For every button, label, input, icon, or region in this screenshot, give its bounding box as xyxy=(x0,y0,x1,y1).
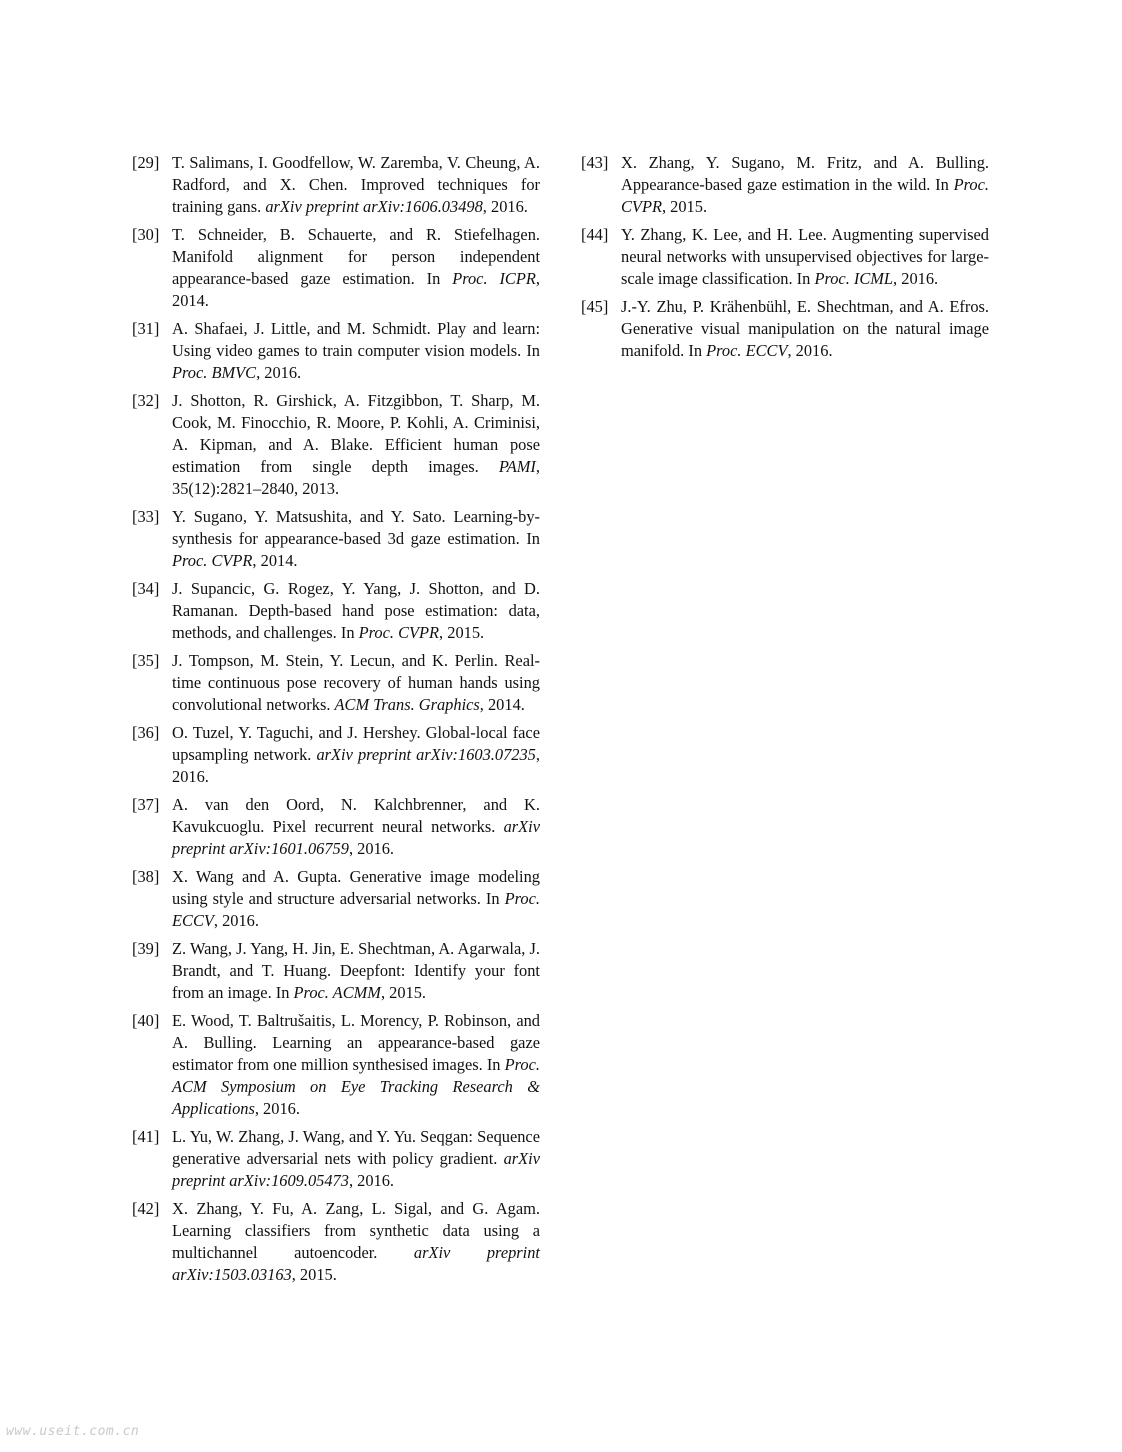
reference-number: [40] xyxy=(132,1011,160,1030)
reference-entry xyxy=(581,224,989,290)
reference-venue: Proc. ICML xyxy=(814,269,894,288)
reference-text xyxy=(621,224,989,290)
reference-segment: , 2015. xyxy=(661,197,708,216)
reference-number: [45] xyxy=(581,297,609,316)
reference-segment: A. van den Oord, N. Kalchbrenner, and K. Kavukcuoglu. Pixel recurrent neural networks. xyxy=(172,795,540,836)
reference-segment: , 2014. xyxy=(252,551,298,570)
reference-text xyxy=(172,938,540,1004)
reference-segment: J. Tompson, M. Stein, Y. Lecun, and K. Perlin. Real-time continuous pose recovery of human hands using convolutional networks. xyxy=(172,651,540,714)
reference-segment: , 2016. xyxy=(893,269,939,288)
reference-number: [44] xyxy=(581,225,609,244)
reference-number: [30] xyxy=(132,225,160,244)
reference-segment: Y. Sugano, Y. Matsushita, and Y. Sato. Learning-by-synthesis for appearance-based 3d gaze estimation. In xyxy=(172,507,540,548)
reference-segment: , 2016. xyxy=(256,363,302,382)
reference-text xyxy=(621,296,989,362)
reference-segment: X. Wang and A. Gupta. Generative image modeling using style and structure adversarial networks. In xyxy=(172,867,540,908)
reference-segment: J.-Y. Zhu, P. Krähenbühl, E. Shechtman, and A. Efros. Generative visual manipulation on the natural image manifold. In xyxy=(621,297,989,360)
reference-venue: Proc. CVPR xyxy=(621,175,989,216)
reference-entry xyxy=(132,794,540,860)
reference-text xyxy=(172,390,540,500)
reference-segment: E. Wood, T. Baltrušaitis, L. Morency, P. Robinson, and A. Bulling. Learning an appearance-based gaze estimator from one million synthesised images. In xyxy=(172,1011,540,1074)
reference-number: [39] xyxy=(132,939,160,958)
reference-entry xyxy=(132,578,540,644)
reference-text xyxy=(172,722,540,788)
reference-segment: X. Zhang, Y. Sugano, M. Fritz, and A. Bulling. Appearance-based gaze estimation in the wild. In xyxy=(621,153,989,194)
reference-text xyxy=(621,152,989,218)
reference-text xyxy=(172,866,540,932)
reference-segment: , 2016. xyxy=(482,197,528,216)
reference-number: [34] xyxy=(132,579,160,598)
reference-segment: J. Supancic, G. Rogez, Y. Yang, J. Shotton, and D. Ramanan. Depth-based hand pose estimation: data, methods, and challenges. In xyxy=(172,579,540,642)
reference-segment: Y. Zhang, K. Lee, and H. Lee. Augmenting supervised neural networks with unsupervised objectives for large-scale image classification. In xyxy=(621,225,989,288)
reference-segment: , 2016. xyxy=(348,839,395,858)
reference-segment: , 2014. xyxy=(172,269,540,310)
reference-entry xyxy=(132,1126,540,1192)
reference-number: [38] xyxy=(132,867,160,886)
reference-segment: , 2015. xyxy=(380,983,427,1002)
reference-segment: , 2016. xyxy=(213,911,259,930)
reference-number: [32] xyxy=(132,391,160,410)
reference-text xyxy=(172,152,540,218)
reference-number: [31] xyxy=(132,319,160,338)
reference-text xyxy=(172,1010,540,1120)
reference-segment: L. Yu, W. Zhang, J. Wang, and Y. Yu. Seqgan: Sequence generative adversarial nets with policy gradient. xyxy=(172,1127,540,1168)
reference-text xyxy=(172,650,540,716)
reference-text xyxy=(172,224,540,312)
reference-number: [41] xyxy=(132,1127,160,1146)
reference-number: [42] xyxy=(132,1199,160,1218)
reference-text xyxy=(172,1126,540,1192)
reference-segment: , 2015. xyxy=(291,1265,337,1284)
reference-venue: Proc. ECCV xyxy=(172,889,540,930)
reference-entry xyxy=(132,152,540,218)
reference-entry xyxy=(581,296,989,362)
reference-segment: , 2015. xyxy=(439,623,485,642)
reference-text xyxy=(172,794,540,860)
reference-entry xyxy=(132,866,540,932)
reference-number: [36] xyxy=(132,723,160,742)
reference-entry xyxy=(132,224,540,312)
reference-segment: , 2016. xyxy=(172,745,540,786)
reference-segment: T. Salimans, I. Goodfellow, W. Zaremba, V. Cheung, A. Radford, and X. Chen. Improved techniques for training gans. xyxy=(172,153,540,216)
reference-entry xyxy=(581,152,989,218)
reference-number: [35] xyxy=(132,651,160,670)
reference-segment: A. Shafaei, J. Little, and M. Schmidt. Play and learn: Using video games to train computer vision models. In xyxy=(172,319,540,360)
reference-number: [37] xyxy=(132,795,160,814)
reference-segment: , 2016. xyxy=(254,1099,300,1118)
reference-segment: Z. Wang, J. Yang, H. Jin, E. Shechtman, A. Agarwala, J. Brandt, and T. Huang. Deepfont: Identify your font from an image. In xyxy=(172,939,540,1002)
reference-venue: PAMI xyxy=(498,457,536,476)
reference-segment: X. Zhang, Y. Fu, A. Zang, L. Sigal, and G. Agam. Learning classifiers from synthetic data using a multichannel autoencoder. xyxy=(172,1199,540,1262)
reference-venue: Proc. BMVC xyxy=(172,363,257,382)
reference-venue: arXiv preprint arXiv:1601.06759 xyxy=(172,817,540,858)
reference-segment: , 35(12):2821–2840, 2013. xyxy=(172,457,540,498)
reference-segment: J. Shotton, R. Girshick, A. Fitzgibbon, T. Sharp, M. Cook, M. Finocchio, R. Moore, P. Kohli, A. Criminisi, A. Kipman, and A. Blake. Efficient human pose estimation from single depth images. xyxy=(172,391,540,476)
reference-entry xyxy=(132,938,540,1004)
reference-entry xyxy=(132,318,540,384)
references-left-column xyxy=(132,152,540,1292)
reference-segment: O. Tuzel, Y. Taguchi, and J. Hershey. Global-local face upsampling network. xyxy=(172,723,540,764)
reference-number: [43] xyxy=(581,153,609,172)
reference-venue: ACM Trans. Graphics xyxy=(334,695,480,714)
reference-entry xyxy=(132,722,540,788)
reference-entry xyxy=(132,1010,540,1120)
reference-segment: , 2014. xyxy=(479,695,525,714)
references-right-column xyxy=(581,152,989,368)
reference-venue: arXiv preprint arXiv:1606.03498 xyxy=(265,197,483,216)
reference-venue: Proc. CVPR xyxy=(358,623,440,642)
reference-text xyxy=(172,578,540,644)
reference-venue: arXiv preprint arXiv:1603.07235 xyxy=(316,745,536,764)
reference-venue: arXiv preprint arXiv:1609.05473 xyxy=(172,1149,540,1190)
reference-number: [29] xyxy=(132,153,160,172)
reference-entry xyxy=(132,506,540,572)
reference-segment: , 2016. xyxy=(348,1171,395,1190)
watermark: www.useit.com.cn xyxy=(6,1424,140,1439)
reference-entry xyxy=(132,390,540,500)
reference-text xyxy=(172,506,540,572)
reference-entry xyxy=(132,1198,540,1286)
reference-venue: Proc. ECCV xyxy=(706,341,788,360)
reference-venue: Proc. ACMM xyxy=(293,983,381,1002)
reference-text xyxy=(172,318,540,384)
reference-number: [33] xyxy=(132,507,160,526)
reference-venue: Proc. CVPR xyxy=(172,551,253,570)
reference-segment: T. Schneider, B. Schauerte, and R. Stiefelhagen. Manifold alignment for person independent appearance-based gaze estimation. In xyxy=(172,225,540,288)
reference-entry xyxy=(132,650,540,716)
reference-text xyxy=(172,1198,540,1286)
reference-venue: arXiv preprint arXiv:1503.03163 xyxy=(172,1243,540,1284)
reference-venue: Proc. ICPR xyxy=(452,269,536,288)
reference-venue: Proc. ACM Symposium on Eye Tracking Research & Applications xyxy=(172,1055,540,1118)
reference-segment: , 2016. xyxy=(787,341,833,360)
